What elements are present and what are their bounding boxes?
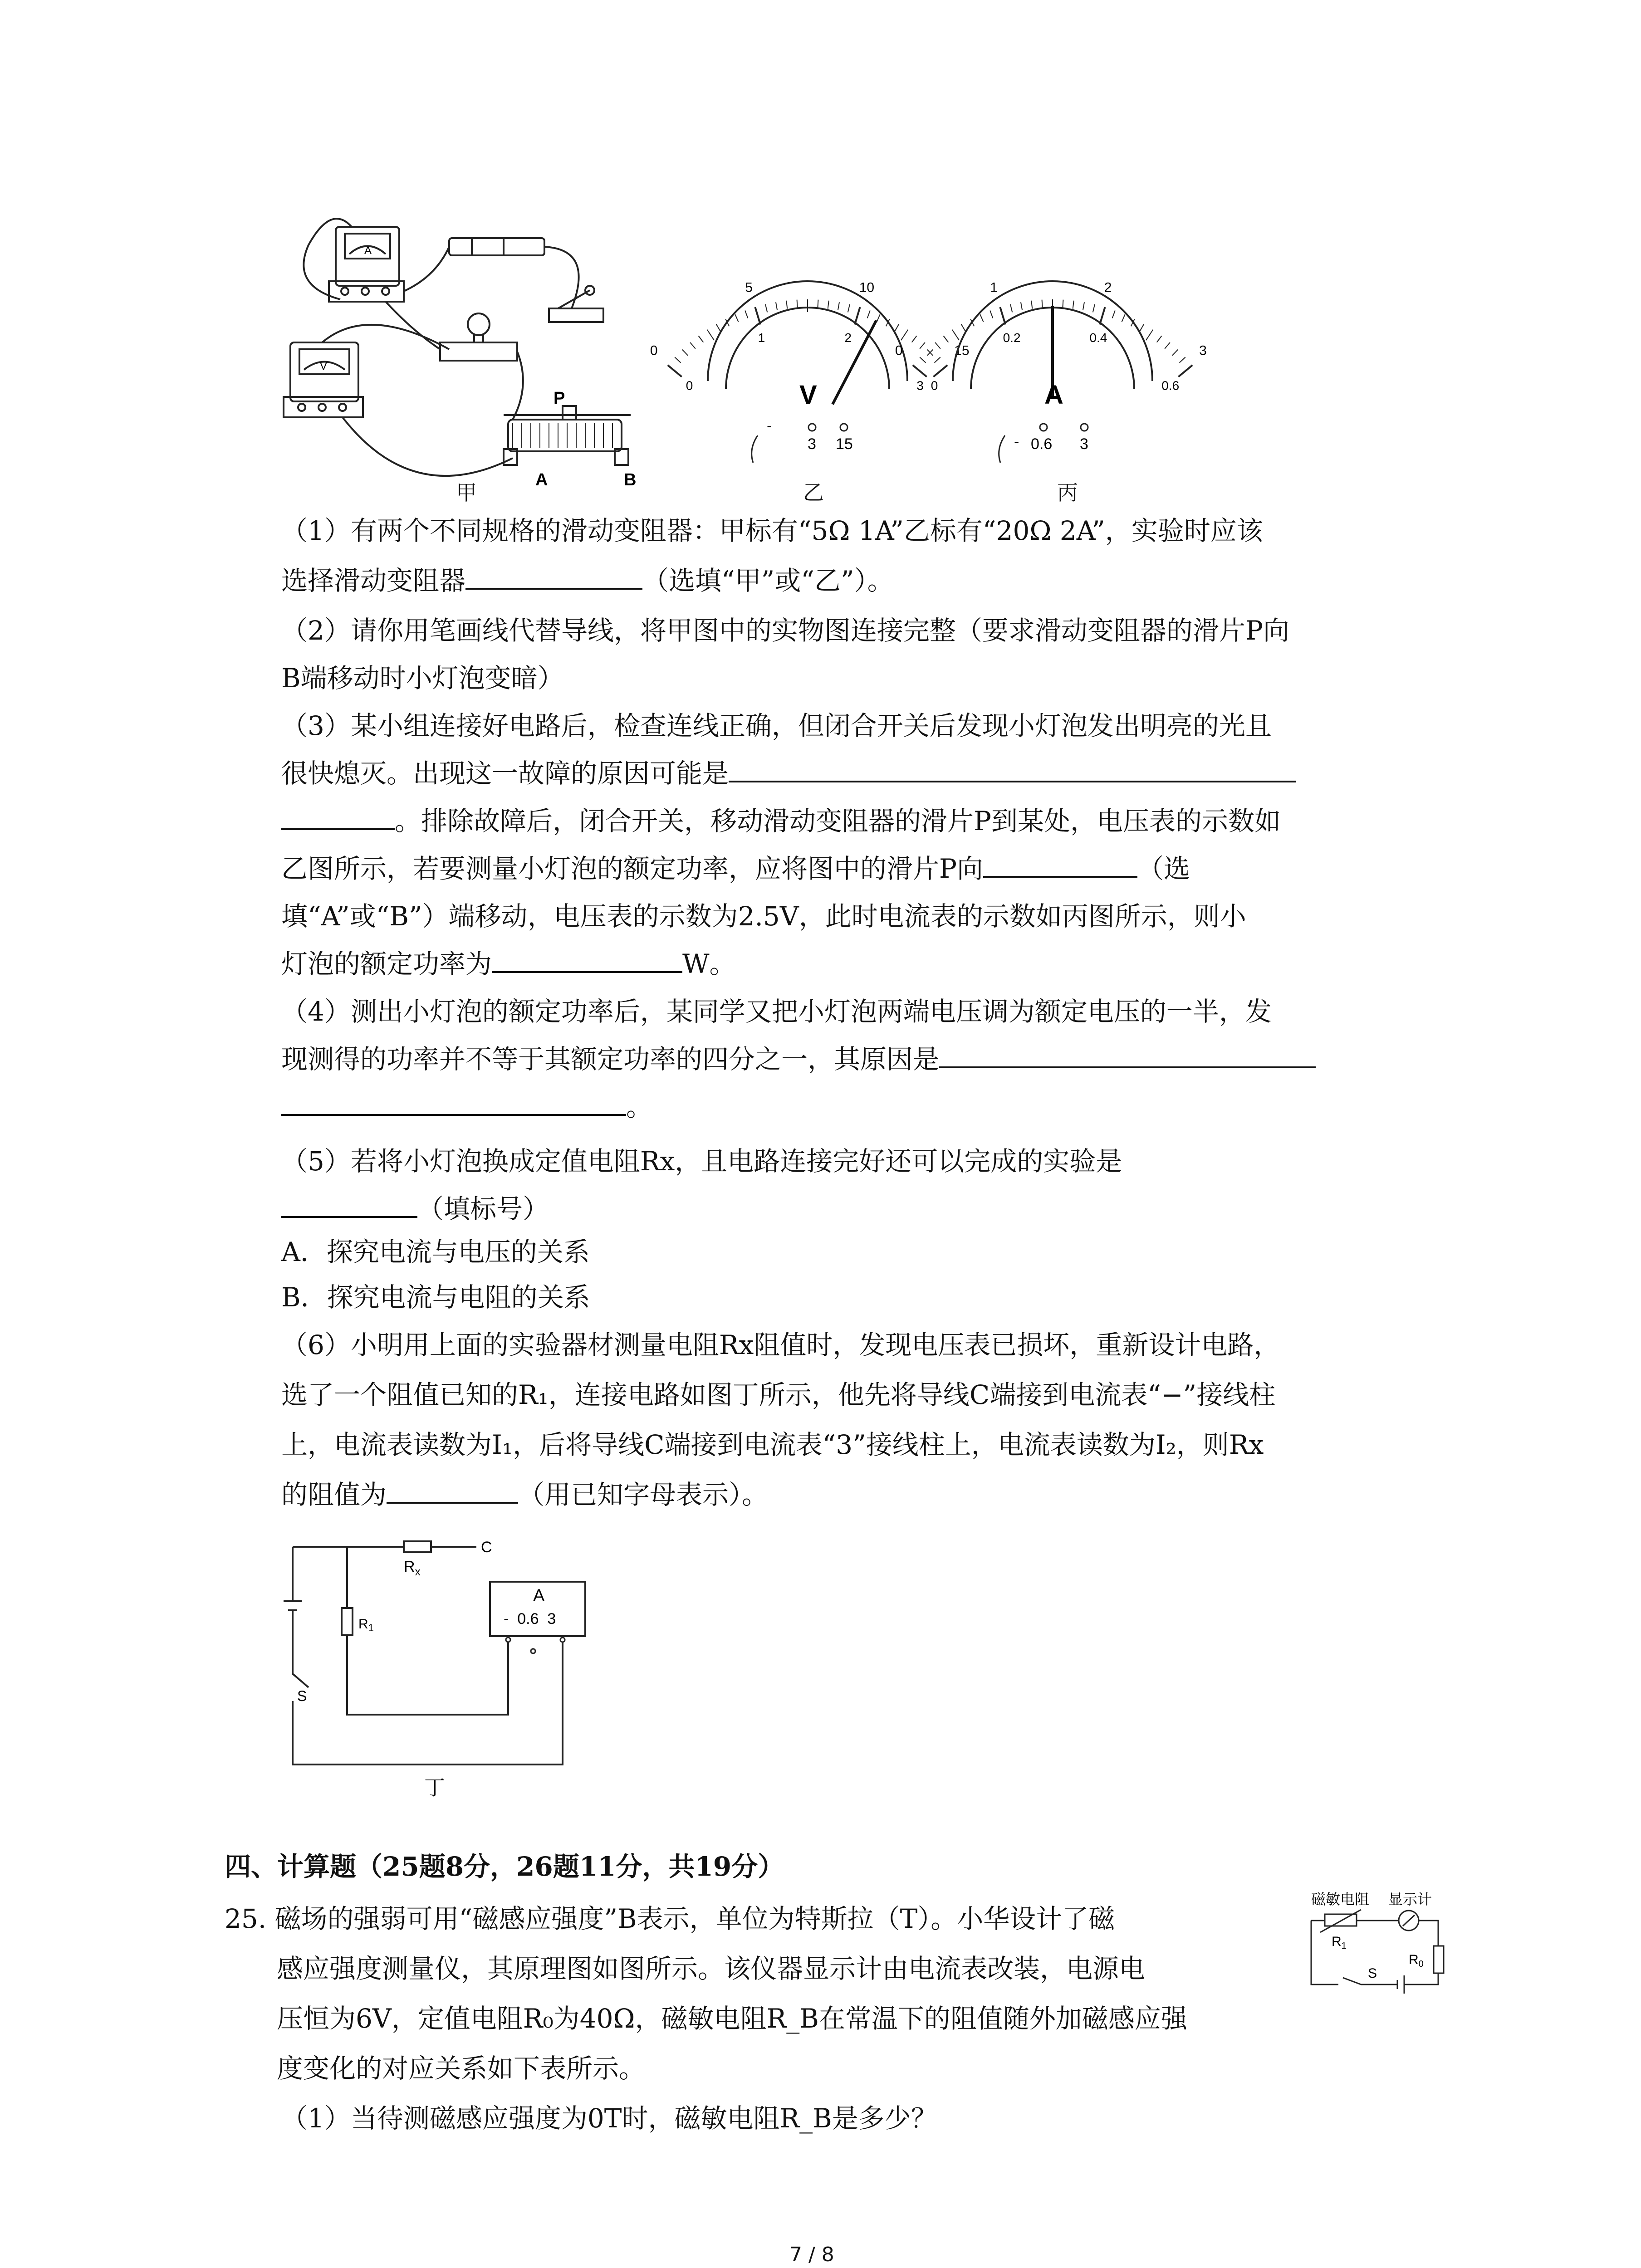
q25-r0-sub: 0	[1418, 1959, 1424, 1969]
question-25	[225, 1896, 1313, 2150]
figure-jia-apparatus	[277, 213, 681, 503]
q1-answer-blank[interactable]	[465, 562, 642, 590]
ammeter-term-neg: -	[1014, 433, 1019, 450]
q6-line4	[281, 1472, 768, 1517]
q3-line1: （3）某小组连接好电路后，检查连线正确，但闭合开关后发现小灯泡发出明亮的光且	[281, 710, 1272, 741]
dial-yi-tick	[920, 342, 925, 349]
q2-line1: （2）请你用笔画线代替导线，将甲图中的实物图连接完整（要求滑动变阻器的滑片P向	[281, 615, 1289, 646]
q6-answer-blank[interactable]	[387, 1476, 518, 1504]
q3-text-cause: 很快熄灭。出现这一故障的原因可能是	[281, 758, 729, 789]
ding-meter-label: A	[533, 1586, 545, 1605]
dial-bing-tick	[1172, 350, 1178, 356]
ding-switch-label: S	[297, 1688, 307, 1704]
q5-option-b: B．探究电流与电阻的关系	[281, 1282, 590, 1313]
dial-yi-top-tick-label: 0	[650, 343, 658, 358]
ding-meter-terms: - 0.6 3	[504, 1610, 556, 1628]
dial-bing-tick	[1031, 301, 1032, 309]
dial-bing-tick	[1010, 304, 1012, 313]
q3-power-blank[interactable]	[492, 945, 682, 973]
q4-text-end: 。	[626, 1091, 653, 1122]
rheostat-a-label: A	[535, 470, 548, 489]
q6-text-value: 的阻值为	[281, 1479, 387, 1510]
q6-text-hint: （用已知字母表示）。	[518, 1479, 769, 1510]
dial-bing-tick	[1146, 330, 1153, 340]
dial-bing-tick	[980, 314, 983, 322]
q3-cause-blank-a[interactable]	[729, 754, 1296, 782]
q5-option-a: A．探究电流与电压的关系	[281, 1237, 590, 1267]
q5-answer-blank[interactable]	[281, 1190, 417, 1218]
voltmeter-needle	[833, 320, 876, 404]
ammeter-term-3: 3	[1080, 435, 1088, 453]
q3-direction-blank[interactable]	[983, 850, 1137, 878]
figure-yi-voltmeter-dial	[650, 280, 970, 472]
dial-bing-top-tick-label: 2	[1104, 280, 1112, 295]
q1-line1: （1）有两个不同规格的滑动变阻器：甲标有“5Ω 1A”乙标有“20Ω 2A”，实验时应该	[281, 515, 1263, 546]
figure-ding-circuit	[281, 1529, 617, 1787]
dial-bing-tick	[935, 342, 941, 349]
q4-line1: （4）测出小灯泡的额定功率后，某同学又把小灯泡两端电压调为额定电压的一半，发	[281, 996, 1272, 1027]
svg-text:R0	[1409, 1952, 1424, 1969]
caption-bing: 丙	[1057, 480, 1078, 505]
q6-line1: （6）小明用上面的实验器材测量电阻Rx阻值时，发现电压表已损坏，重新设计电路，	[281, 1330, 1280, 1360]
q6-line2: 选了一个阻值已知的R₁，连接电路如图丁所示，他先将导线C端接到电流表“−”接线柱	[281, 1379, 1276, 1410]
dial-bing-tick	[1140, 324, 1144, 331]
dial-yi-tick	[765, 304, 767, 313]
voltmeter-unit-jia: V	[320, 360, 328, 372]
q4-reason-blank-b[interactable]	[281, 1088, 626, 1116]
q3-cause-blank-b[interactable]	[281, 802, 395, 830]
voltmeter-term-3: 3	[808, 435, 816, 453]
q25-switch-label: S	[1368, 1966, 1377, 1981]
dial-yi-tick	[838, 302, 839, 310]
caption-yi: 乙	[803, 480, 824, 505]
q1-text-a: 选择滑动变阻器	[281, 565, 466, 596]
dial-bing-tick	[1021, 302, 1022, 310]
q3-line4	[281, 846, 1190, 891]
q25-line2: 感应强度测量仪，其原理图如图所示。该仪器显示计由电流表改装，电源电	[277, 1953, 1146, 1984]
dial-yi-tick	[797, 300, 798, 308]
q3-line5: 填“A”或“B”）端移动，电压表的示数为2.5V，此时电流表的示数如丙图所示，则小	[281, 901, 1246, 932]
q2-line2: B端移动时小灯泡变暗）	[281, 663, 564, 694]
dial-yi-tick	[682, 350, 688, 356]
q4-text-reason: 现测得的功率并不等于其额定功率的四分之一，其原因是	[281, 1044, 940, 1075]
q3-text-after: 。排除故障后，闭合开关，移动滑动变阻器的滑片P到某处，电压表的示数如	[395, 806, 1281, 836]
dial-yi-tick	[735, 314, 738, 322]
dial-bing-bottom-tick-label: 0.4	[1089, 331, 1107, 345]
caption-ding: 丁	[424, 1775, 445, 1800]
dial-bing-tick	[1042, 300, 1043, 308]
voltmeter-term-15: 15	[836, 435, 853, 453]
q3-text-sel: （选	[1137, 853, 1190, 884]
dial-yi-tick	[755, 307, 760, 324]
dial-yi-tick	[901, 330, 908, 340]
dial-bing-tick	[1000, 307, 1005, 324]
q5-line1: （5）若将小灯泡换成定值电阻Rx，且电路连接完好还可以完成的实验是	[281, 1146, 1122, 1177]
q4-line2	[281, 1036, 1316, 1082]
dial-yi-bottom-tick-label: 2	[844, 331, 852, 345]
q1-text-b: （选填“甲”或“乙”）。	[642, 565, 894, 596]
dial-yi-tick	[776, 302, 777, 310]
ding-rx-label: R	[404, 1558, 415, 1575]
q3-line2	[281, 751, 1296, 796]
dial-yi-top-tick-label: 5	[745, 280, 753, 295]
ding-r1-label: R	[358, 1617, 368, 1632]
dial-yi-top-tick-label: 15	[954, 343, 970, 358]
figure-bing-ammeter-dial	[895, 280, 1207, 472]
dial-bing-tick	[1157, 336, 1162, 342]
q25-line3: 压恒为6V，定值电阻R₀为40Ω，磁敏电阻R_B在常温下的阻值随外加磁感应强	[277, 2003, 1187, 2034]
question-24-body	[281, 508, 1443, 1533]
ammeter-unit-jia: A	[364, 244, 372, 257]
rheostat-p-label: P	[554, 389, 565, 408]
dial-bing-bottom-tick-label: 0.2	[1003, 331, 1021, 345]
dial-bing-tick	[1165, 342, 1170, 349]
dial-bing-top-tick-label: 1	[990, 280, 998, 295]
dial-yi-tick	[716, 324, 720, 331]
dial-bing-tick	[943, 336, 948, 342]
q4-line3	[281, 1084, 652, 1129]
ammeter-unit: A	[1044, 380, 1063, 410]
caption-jia: 甲	[456, 480, 477, 505]
q25-line1: 25. 磁场的强弱可用“磁感应强度”B表示，单位为特斯拉（T）。小华设计了磁	[225, 1903, 1115, 1934]
dial-yi-tick	[867, 311, 870, 318]
q6-line3: 上，电流表读数为I₁，后将导线C端接到电流表“3”接线柱上，电流表读数为I₂，则Rx	[281, 1429, 1264, 1460]
dial-bing-top-tick-label: 3	[1199, 343, 1207, 358]
dial-bing-bottom-tick-label: 0.6	[1161, 378, 1180, 393]
voltmeter-term-neg: -	[767, 417, 772, 435]
ding-r1-sub: 1	[368, 1622, 374, 1633]
dial-yi-bottom-tick-label: 3	[916, 378, 924, 393]
q25-sub1: （1）当待测磁感应强度为0T时，磁敏电阻R_B是多少？	[281, 2103, 937, 2134]
q3-text-dir: 乙图所示，若要测量小灯泡的额定功率，应将图中的滑片P向	[281, 853, 984, 884]
dial-yi-tick	[912, 336, 917, 342]
section-4-heading: 四、计算题（25题8分，26题11分，共19分）	[225, 1851, 784, 1882]
q25-r0-label: R	[1409, 1952, 1419, 1967]
ding-c-label: C	[481, 1539, 492, 1556]
q25-display-label: 显示计	[1388, 1891, 1432, 1907]
page-number: 7 / 8	[789, 2243, 834, 2266]
voltmeter-unit: V	[799, 380, 817, 410]
dial-bing-tick	[952, 330, 959, 340]
dial-yi-bottom-tick-label: 1	[758, 331, 765, 345]
q3-line6	[281, 941, 736, 987]
dial-bing-tick	[1112, 311, 1115, 318]
q3-text-power: 灯泡的额定功率为	[281, 948, 492, 979]
dial-bing-tick	[1178, 365, 1192, 376]
dial-bing-tick	[1073, 301, 1074, 309]
dial-bing-tick	[1093, 304, 1095, 313]
q25-r1-label: R	[1332, 1934, 1342, 1949]
dial-bing-tick	[990, 311, 993, 318]
dial-bing-tick	[927, 350, 933, 356]
q1-line2	[281, 558, 894, 603]
dial-bing-tick	[961, 324, 965, 331]
dial-yi-bottom-tick-label: 0	[686, 378, 693, 393]
dial-yi-tick	[895, 324, 899, 331]
svg-text:R1	[358, 1617, 374, 1633]
dial-yi-tick	[745, 311, 748, 318]
q4-reason-blank-a[interactable]	[939, 1040, 1316, 1068]
ding-rx-sub: x	[415, 1566, 421, 1578]
q5-text-hint: （填标号）	[417, 1193, 549, 1224]
dial-yi-tick	[855, 307, 860, 324]
dial-bing-tick	[1083, 302, 1084, 310]
dial-yi-tick	[848, 304, 850, 313]
q25-r1-sub: 1	[1341, 1941, 1347, 1951]
svg-text:Rx	[404, 1558, 421, 1578]
dial-yi-tick	[690, 342, 696, 349]
dial-bing-tick	[1100, 307, 1105, 324]
dial-yi-tick	[828, 301, 829, 309]
dial-bing-tick	[1122, 314, 1125, 322]
q25-line4: 度变化的对应关系如下表所示。	[277, 2053, 646, 2084]
dial-yi-tick	[698, 336, 703, 342]
dial-bing-bottom-tick-label: 0	[931, 378, 938, 393]
q5-line2	[281, 1186, 549, 1232]
dial-bing-top-tick-label: 0	[895, 343, 903, 358]
figure-q25-circuit	[1307, 1887, 1452, 2005]
dial-yi-tick	[707, 330, 714, 340]
q3-line3	[281, 798, 1281, 844]
svg-text:R1	[1332, 1934, 1347, 1951]
dial-yi-tick	[786, 301, 787, 309]
dial-bing-tick	[1180, 357, 1185, 362]
q3-text-unit: W。	[682, 948, 736, 979]
ammeter-term-06: 0.6	[1031, 435, 1053, 453]
rheostat-b-label: B	[624, 470, 637, 489]
q25-sensor-label: 磁敏电阻	[1311, 1891, 1370, 1907]
dial-yi-top-tick-label: 10	[859, 280, 875, 295]
